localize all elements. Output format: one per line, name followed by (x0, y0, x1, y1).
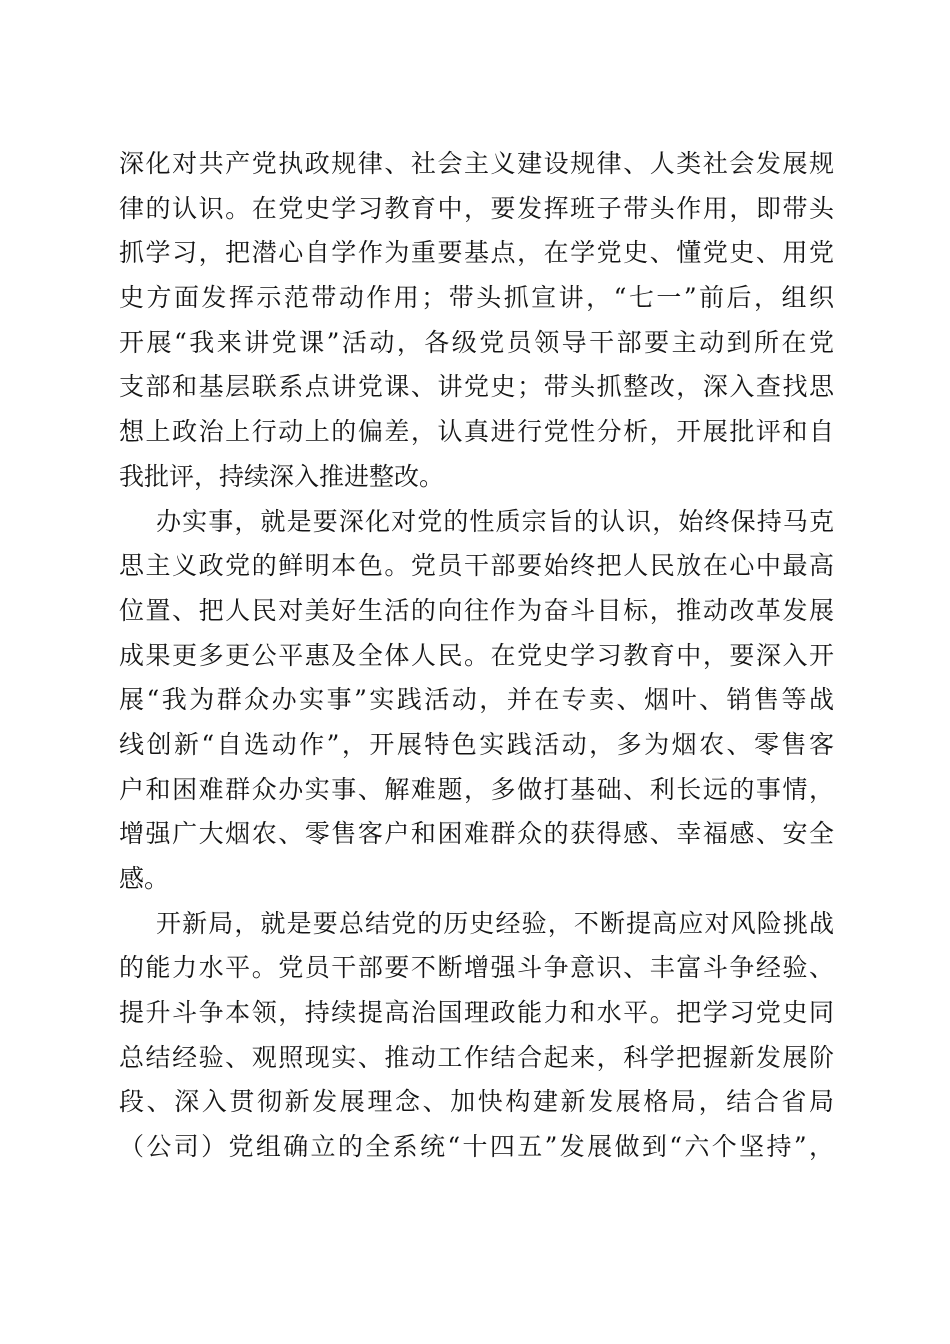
text-line: 成果更多更公平惠及全体人民。在党史学习教育中，要深入开 (119, 640, 834, 670)
text-line: 开新局，就是要总结党的历史经验，不断提高应对风险挑战 (156, 908, 834, 938)
text-line: 感。 (119, 864, 170, 893)
text-line: 提升斗争本领，持续提高治国理政能力和水平。把学习党史同 (119, 998, 834, 1028)
text-line: 支部和基层联系点讲党课、讲党史；带头抓整改，深入查找思 (119, 372, 834, 402)
text-line: 总结经验、观照现实、推动工作结合起来，科学把握新发展阶 (119, 1042, 834, 1072)
text-line: 的能力水平。党员干部要不断增强斗争意识、丰富斗争经验、 (119, 953, 834, 983)
text-line: 想上政治上行动上的偏差，认真进行党性分析，开展批评和自 (119, 417, 834, 447)
text-line: 线创新“自选动作”，开展特色实践活动，多为烟农、零售客 (119, 729, 834, 759)
text-line: 开展“我来讲党课”活动，各级党员领导干部要主动到所在党 (119, 327, 834, 357)
text-line: （公司）党组确立的全系统“十四五”发展做到“六个坚持”， (119, 1132, 834, 1162)
text-line: 办实事，就是要深化对党的性质宗旨的认识，始终保持马克 (156, 506, 834, 536)
text-line: 位置、把人民对美好生活的向往作为奋斗目标，推动改革发展 (119, 595, 834, 625)
text-line: 增强广大烟农、零售客户和困难群众的获得感、幸福感、安全 (119, 819, 834, 849)
text-line: 我批评，持续深入推进整改。 (119, 461, 445, 491)
text-line: 抓学习，把潜心自学作为重要基点，在学党史、懂党史、用党 (119, 238, 834, 268)
text-line: 深化对共产党执政规律、社会主义建设规律、人类社会发展规 (119, 149, 834, 178)
text-line: 展“我为群众办实事”实践活动，并在专卖、烟叶、销售等战 (119, 685, 834, 715)
text-line: 史方面发挥示范带动作用；带头抓宣讲，“七一”前后，组织 (119, 283, 834, 313)
document-body (119, 142, 834, 1170)
text-line: 思主义政党的鲜明本色。党员干部要始终把人民放在心中最高 (119, 551, 834, 581)
text-line: 户和困难群众办实事、解难题，多做打基础、利长远的事情， (119, 774, 834, 804)
text-line: 段、深入贯彻新发展理念、加快构建新发展格局，结合省局 (119, 1087, 834, 1117)
text-line: 律的认识。在党史学习教育中，要发挥班子带头作用，即带头 (119, 193, 834, 223)
